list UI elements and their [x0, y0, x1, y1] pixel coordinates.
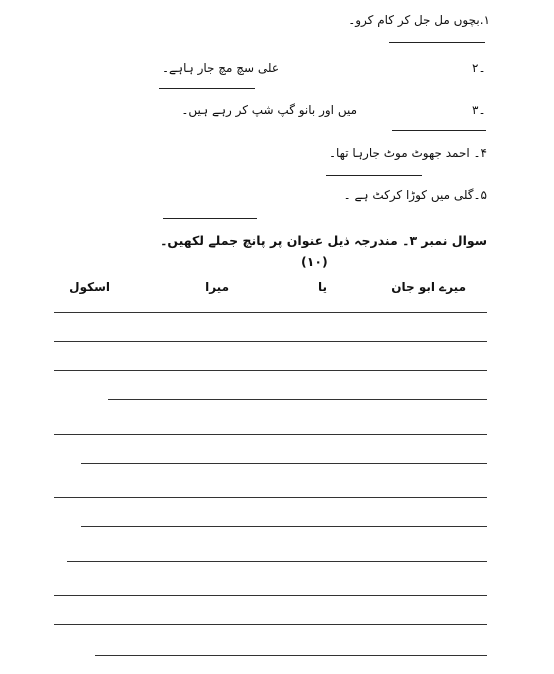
sentence-5: ۵۔گلی میں کوڑا کرکٹ ہے ۔	[343, 188, 487, 202]
topic-or-word: یا	[317, 280, 327, 294]
writing-line[interactable]	[95, 655, 487, 656]
writing-line[interactable]	[108, 399, 487, 400]
writing-line[interactable]	[67, 561, 487, 562]
topic-option-2: میرا	[205, 280, 229, 294]
writing-line[interactable]	[54, 595, 487, 596]
sentence-3-number: ۳۔	[472, 103, 486, 117]
writing-line[interactable]	[54, 370, 487, 371]
marks-label: (۱۰)	[301, 254, 328, 269]
answer-blank-2[interactable]	[159, 88, 255, 89]
writing-line[interactable]	[81, 463, 487, 464]
writing-line[interactable]	[54, 497, 487, 498]
answer-blank-1[interactable]	[389, 42, 485, 43]
topic-option-3: اسکول	[69, 280, 110, 294]
writing-line[interactable]	[54, 624, 487, 625]
writing-line[interactable]	[54, 434, 487, 435]
sentence-2-number: ۲۔	[472, 61, 486, 75]
sentence-3: میں اور بانو گپ شپ کر رہے ہیں۔	[181, 103, 357, 117]
writing-line[interactable]	[81, 526, 487, 527]
sentence-2: علی سچ مچ جار ہاہے۔	[161, 61, 279, 75]
sentence-4: ۴۔ احمد جھوٹ موٹ جارہا تھا۔	[328, 146, 487, 160]
writing-line[interactable]	[54, 341, 487, 342]
topic-option-1: میرے ابو جان	[391, 280, 466, 294]
question-3-heading: سوال نمبر ۳۔ مندرجہ ذیل عنوان پر پانچ جملے لکھیں۔	[160, 233, 487, 248]
writing-line[interactable]	[54, 312, 487, 313]
answer-blank-3[interactable]	[392, 130, 486, 131]
answer-blank-4[interactable]	[326, 175, 422, 176]
answer-blank-5[interactable]	[163, 218, 257, 219]
sentence-1: ۱.بچوں مل جل کر کام کرو۔	[348, 13, 490, 27]
